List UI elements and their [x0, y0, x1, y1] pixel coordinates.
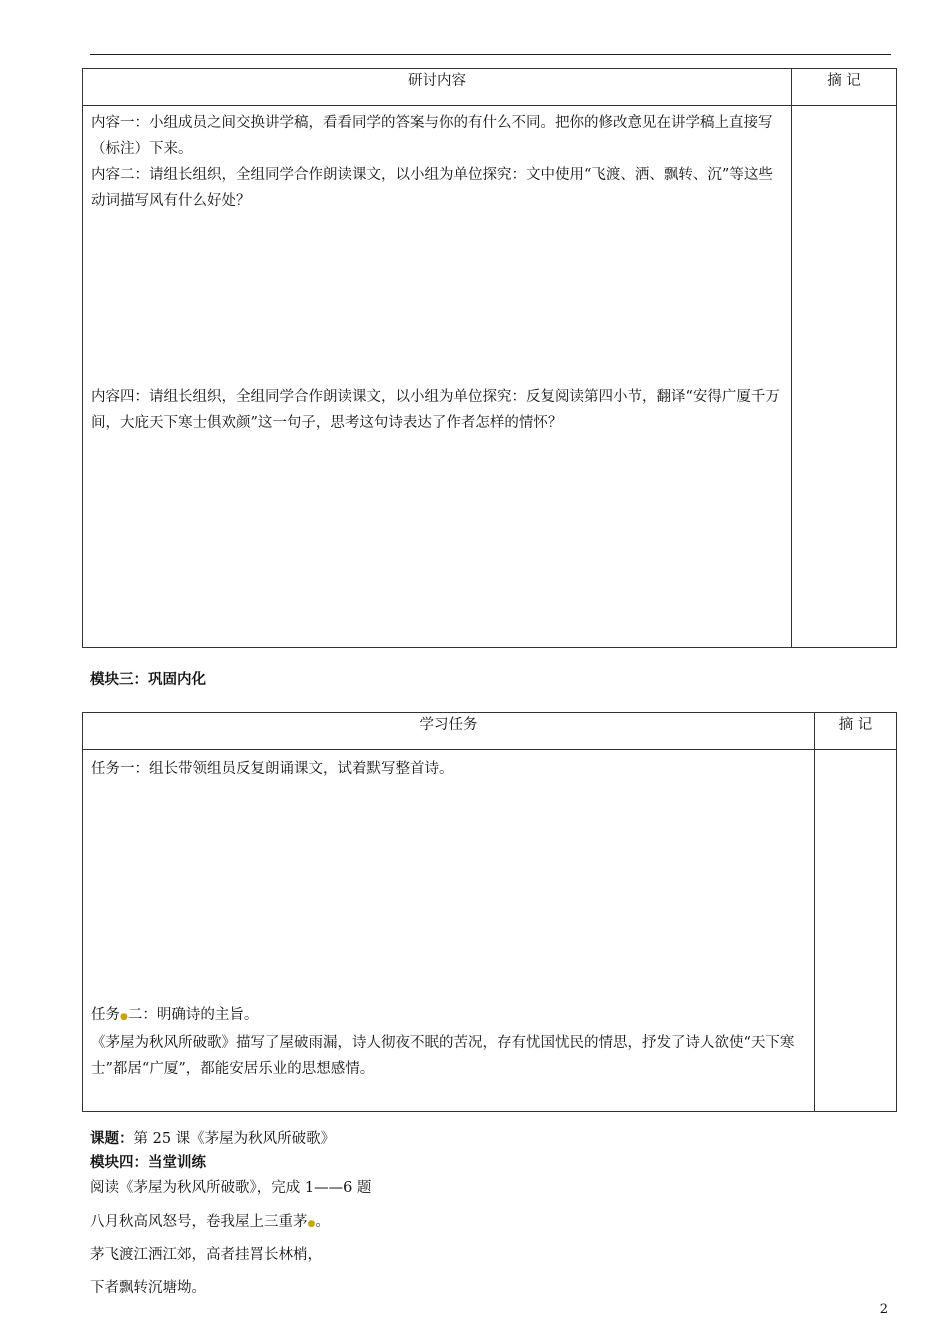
poem-line-1: 八月秋高风怒号，卷我屋上三重茅●。 — [90, 1214, 330, 1230]
discussion-content — [83, 106, 792, 648]
lesson-label: 课题： — [90, 1131, 134, 1147]
module4-title: 模块四：当堂训练 — [90, 1155, 206, 1171]
discussion-header: 研讨内容 — [83, 69, 792, 106]
task-content — [83, 750, 815, 1112]
lesson-title: 第 25 课《茅屋为秋风所破歌》 — [133, 1131, 336, 1147]
content-four: 内容四：请组长组织，全组同学合作朗读课文，以小组为单位探究：反复阅读第四小节，翻译“安得广厦千万间，大庇天下寒士俱欢颜”这一句子，思考这句诗表达了作者怎样的情怀？ — [91, 389, 780, 431]
poem-line-2: 茅飞渡江洒江郊，高者挂罥长林梢， — [90, 1247, 322, 1263]
notes-cell — [792, 106, 897, 648]
content-one: 内容一：小组成员之间交换讲学稿，看看同学的答案与你的有什么不同。把你的修改意见在讲学稿上直接写（标注）下来。 — [91, 115, 773, 157]
discussion-table — [82, 68, 897, 648]
page-number: 2 — [879, 1302, 888, 1317]
task-two-answer: 《茅屋为秋风所破歌》描写了屋破雨漏，诗人彻夜不眠的苦况，存有忧国忧民的情思，抒发了诗人欲使“天下寒士”都居“广厦”，都能安居乐业的思想感情。 — [91, 1035, 795, 1077]
module3-title: 模块三：巩固内化 — [90, 672, 206, 688]
notes-header: 摘 记 — [792, 69, 897, 106]
task-header: 学习任务 — [83, 713, 815, 750]
header-rule — [90, 54, 891, 55]
content-two: 内容二：请组长组织，全组同学合作朗读课文，以小组为单位探究：文中使用“飞渡、洒、飘转、沉”等这些动词描写风有什么好处？ — [91, 167, 773, 209]
lesson-line — [90, 1127, 335, 1148]
task-notes-header: 摘 记 — [815, 713, 897, 750]
exercise-instruction: 阅读《茅屋为秋风所破歌》，完成 1——6 题 — [90, 1180, 372, 1196]
poem-line-3: 下者飘转沉塘坳。 — [90, 1280, 206, 1296]
task-one: 任务一：组长带领组员反复朗诵课文，试着默写整首诗。 — [91, 761, 454, 777]
task-notes-cell — [815, 750, 897, 1112]
task-two: 任务●二：明确诗的主旨。 — [91, 1007, 259, 1023]
task-table — [82, 712, 897, 1112]
